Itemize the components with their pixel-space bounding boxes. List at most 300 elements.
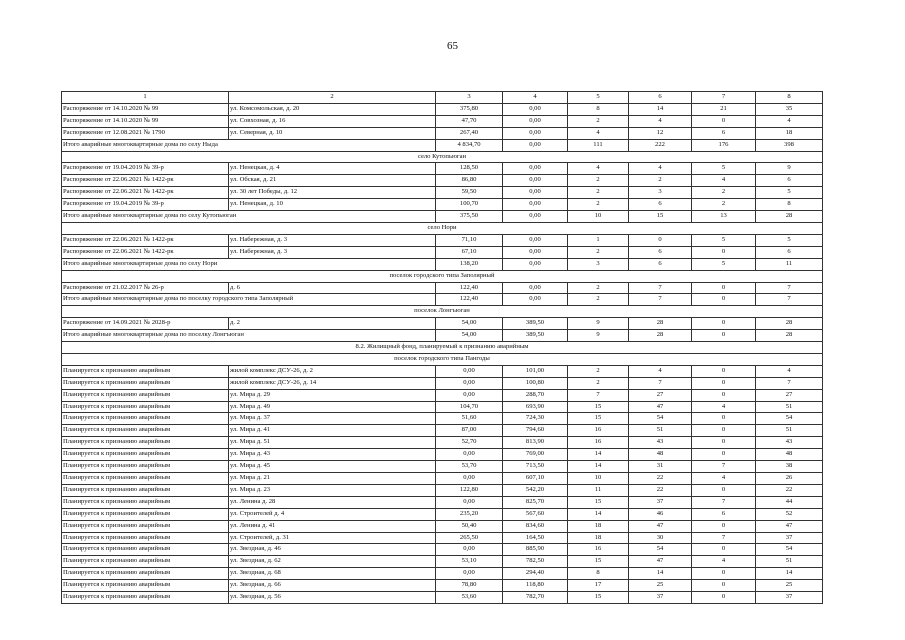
table-row xyxy=(62,199,823,211)
address-cell: ул. Ненецкая, д. 10 xyxy=(229,199,436,211)
basis-cell: Распоряжение от 21.02.2017 № 26-р xyxy=(62,282,229,294)
address-cell: ул. Набережная, д. 3 xyxy=(229,246,436,258)
value-cell: 18 xyxy=(756,127,823,139)
basis-cell: Планируется к признанию аварийным xyxy=(62,508,229,520)
value-cell: 9 xyxy=(568,318,629,330)
value-cell: 567,60 xyxy=(503,508,568,520)
table-row xyxy=(62,127,823,139)
basis-cell: Распоряжение от 14.10.2020 № 99 xyxy=(62,103,229,115)
section-title: поселок Лонгъюган xyxy=(62,306,823,318)
value-cell: 14 xyxy=(568,461,629,473)
value-cell: 2 xyxy=(692,187,756,199)
value-cell: 0 xyxy=(692,520,756,532)
value-cell: 0 xyxy=(629,234,692,246)
basis-cell: Планируется к признанию аварийным xyxy=(62,401,229,413)
basis-cell: Планируется к признанию аварийным xyxy=(62,580,229,592)
section-header-row xyxy=(62,270,823,282)
value-cell: 713,50 xyxy=(503,461,568,473)
address-cell: ул. Мира д. 51 xyxy=(229,437,436,449)
total-value: 13 xyxy=(692,211,756,223)
value-cell: 4 xyxy=(756,115,823,127)
table-row xyxy=(62,115,823,127)
value-cell: 27 xyxy=(756,389,823,401)
value-cell: 0 xyxy=(692,592,756,604)
value-cell: 0,00 xyxy=(503,175,568,187)
value-cell: 7 xyxy=(756,282,823,294)
value-cell: 2 xyxy=(629,175,692,187)
value-cell: 9 xyxy=(756,163,823,175)
value-cell: 31 xyxy=(629,461,692,473)
value-cell: 43 xyxy=(629,437,692,449)
total-value: 6 xyxy=(629,258,692,270)
value-cell: 0 xyxy=(692,282,756,294)
address-cell: ул. Ненецкая, д. 4 xyxy=(229,163,436,175)
value-cell: 15 xyxy=(568,413,629,425)
value-cell: 782,70 xyxy=(503,592,568,604)
table-row xyxy=(62,556,823,568)
value-cell: 375,80 xyxy=(436,103,503,115)
address-cell: ул. Мира д. 43 xyxy=(229,449,436,461)
total-value: 11 xyxy=(756,258,823,270)
basis-cell: Планируется к признанию аварийным xyxy=(62,377,229,389)
basis-cell: Планируется к признанию аварийным xyxy=(62,496,229,508)
value-cell: 71,10 xyxy=(436,234,503,246)
table-row xyxy=(62,318,823,330)
address-cell: д. 6 xyxy=(229,282,436,294)
section-header-row xyxy=(62,342,823,354)
address-cell: ул. Обская, д. 21 xyxy=(229,175,436,187)
value-cell: 4 xyxy=(692,175,756,187)
value-cell: 22 xyxy=(629,473,692,485)
value-cell: 51,60 xyxy=(436,413,503,425)
table-row xyxy=(62,425,823,437)
address-cell: ул. Набережная, д. 3 xyxy=(229,234,436,246)
table-row xyxy=(62,473,823,485)
table-row xyxy=(62,175,823,187)
address-cell: ул. Звездная, д. 68 xyxy=(229,568,436,580)
value-cell: 51 xyxy=(629,425,692,437)
value-cell: 4 xyxy=(692,556,756,568)
total-value: 4 834,70 xyxy=(436,139,503,151)
value-cell: 78,80 xyxy=(436,580,503,592)
basis-cell: Распоряжение от 22.06.2021 № 1422-рк xyxy=(62,246,229,258)
value-cell: 14 xyxy=(629,568,692,580)
total-value: 0 xyxy=(692,294,756,306)
value-cell: 2 xyxy=(568,115,629,127)
value-cell: 0,00 xyxy=(436,496,503,508)
value-cell: 0,00 xyxy=(503,234,568,246)
value-cell: 2 xyxy=(568,246,629,258)
total-value: 54,00 xyxy=(436,330,503,342)
value-cell: 118,80 xyxy=(503,580,568,592)
address-cell: ул. Строителей д. 4 xyxy=(229,508,436,520)
column-number: 3 xyxy=(436,92,503,104)
value-cell: 2 xyxy=(568,377,629,389)
column-number-row xyxy=(62,92,823,104)
table-row xyxy=(62,246,823,258)
value-cell: 100,70 xyxy=(436,199,503,211)
value-cell: 0,00 xyxy=(436,365,503,377)
basis-cell: Распоряжение от 22.06.2021 № 1422-рк xyxy=(62,187,229,199)
value-cell: 0,00 xyxy=(436,389,503,401)
value-cell: 6 xyxy=(756,246,823,258)
value-cell: 128,50 xyxy=(436,163,503,175)
value-cell: 4 xyxy=(629,163,692,175)
value-cell: 51 xyxy=(756,425,823,437)
value-cell: 5 xyxy=(756,187,823,199)
value-cell: 22 xyxy=(756,484,823,496)
basis-cell: Распоряжение от 19.04.2019 № 39-р xyxy=(62,199,229,211)
table-row xyxy=(62,592,823,604)
column-number: 8 xyxy=(756,92,823,104)
value-cell: 53,70 xyxy=(436,461,503,473)
table-row xyxy=(62,163,823,175)
value-cell: 15 xyxy=(568,556,629,568)
value-cell: 0,00 xyxy=(503,187,568,199)
address-cell: жилой комплекс ДСУ-26, д. 14 xyxy=(229,377,436,389)
address-cell: ул. Ленина д. 28 xyxy=(229,496,436,508)
total-label: Итого аварийные многоквартирные дома по селу Нори xyxy=(62,258,436,270)
table-row xyxy=(62,520,823,532)
address-cell: жилой комплекс ДСУ-26, д. 2 xyxy=(229,365,436,377)
value-cell: 86,80 xyxy=(436,175,503,187)
value-cell: 0,00 xyxy=(503,246,568,258)
total-row xyxy=(62,211,823,223)
value-cell: 47 xyxy=(756,520,823,532)
value-cell: 122,40 xyxy=(436,282,503,294)
basis-cell: Планируется к признанию аварийным xyxy=(62,484,229,496)
value-cell: 0 xyxy=(692,246,756,258)
total-value: 0,00 xyxy=(503,211,568,223)
address-cell: ул. Звездная, д. 66 xyxy=(229,580,436,592)
address-cell: ул. Звездная, д. 46 xyxy=(229,544,436,556)
total-value: 0,00 xyxy=(503,258,568,270)
value-cell: 54,00 xyxy=(436,318,503,330)
value-cell: 47 xyxy=(629,556,692,568)
value-cell: 5 xyxy=(692,163,756,175)
value-cell: 3 xyxy=(629,187,692,199)
value-cell: 104,70 xyxy=(436,401,503,413)
table-row xyxy=(62,389,823,401)
basis-cell: Планируется к признанию аварийным xyxy=(62,532,229,544)
value-cell: 122,80 xyxy=(436,484,503,496)
value-cell: 0 xyxy=(692,449,756,461)
column-number: 7 xyxy=(692,92,756,104)
value-cell: 0,00 xyxy=(436,449,503,461)
total-value: 122,40 xyxy=(436,294,503,306)
value-cell: 2 xyxy=(692,199,756,211)
value-cell: 14 xyxy=(568,449,629,461)
value-cell: 43 xyxy=(756,437,823,449)
value-cell: 5 xyxy=(756,234,823,246)
total-value: 5 xyxy=(692,258,756,270)
section-title: поселок городского типа Заполярный xyxy=(62,270,823,282)
value-cell: 0,00 xyxy=(503,103,568,115)
value-cell: 794,60 xyxy=(503,425,568,437)
total-label: Итого аварийные многоквартирные дома по селу Кутопьюган xyxy=(62,211,436,223)
address-cell: ул. Ленина д. 41 xyxy=(229,520,436,532)
value-cell: 37 xyxy=(756,532,823,544)
value-cell: 7 xyxy=(756,377,823,389)
address-cell: ул. Комсомольская, д. 20 xyxy=(229,103,436,115)
table-body xyxy=(62,103,823,603)
value-cell: 101,00 xyxy=(503,365,568,377)
value-cell: 10 xyxy=(568,473,629,485)
total-value: 3 xyxy=(568,258,629,270)
value-cell: 26 xyxy=(756,473,823,485)
value-cell: 885,90 xyxy=(503,544,568,556)
table-row xyxy=(62,103,823,115)
value-cell: 4 xyxy=(692,473,756,485)
value-cell: 16 xyxy=(568,425,629,437)
table-row xyxy=(62,484,823,496)
value-cell: 4 xyxy=(629,365,692,377)
value-cell: 0 xyxy=(692,115,756,127)
value-cell: 542,20 xyxy=(503,484,568,496)
value-cell: 5 xyxy=(692,234,756,246)
basis-cell: Планируется к признанию аварийным xyxy=(62,568,229,580)
value-cell: 0,00 xyxy=(436,568,503,580)
value-cell: 59,50 xyxy=(436,187,503,199)
value-cell: 12 xyxy=(629,127,692,139)
table-row xyxy=(62,377,823,389)
value-cell: 53,60 xyxy=(436,592,503,604)
total-value: 28 xyxy=(629,330,692,342)
address-cell: ул. Мира д. 37 xyxy=(229,413,436,425)
value-cell: 0,00 xyxy=(503,163,568,175)
address-cell: ул. Мира д. 23 xyxy=(229,484,436,496)
address-cell: ул. Совхозная, д. 16 xyxy=(229,115,436,127)
value-cell: 693,90 xyxy=(503,401,568,413)
column-number: 1 xyxy=(62,92,229,104)
basis-cell: Планируется к признанию аварийным xyxy=(62,365,229,377)
column-number: 6 xyxy=(629,92,692,104)
total-value: 7 xyxy=(629,294,692,306)
value-cell: 52 xyxy=(756,508,823,520)
value-cell: 4 xyxy=(692,401,756,413)
value-cell: 813,90 xyxy=(503,437,568,449)
value-cell: 8 xyxy=(568,103,629,115)
address-cell: ул. Звездная, д. 62 xyxy=(229,556,436,568)
value-cell: 0,00 xyxy=(503,115,568,127)
value-cell: 14 xyxy=(568,508,629,520)
value-cell: 1 xyxy=(568,234,629,246)
housing-table xyxy=(61,91,823,604)
value-cell: 6 xyxy=(629,246,692,258)
value-cell: 18 xyxy=(568,532,629,544)
address-cell: ул. Мира д. 41 xyxy=(229,425,436,437)
value-cell: 0 xyxy=(692,425,756,437)
column-number: 5 xyxy=(568,92,629,104)
address-cell: ул. Мира д. 45 xyxy=(229,461,436,473)
total-value: 28 xyxy=(756,330,823,342)
value-cell: 2 xyxy=(568,175,629,187)
value-cell: 52,70 xyxy=(436,437,503,449)
value-cell: 0,00 xyxy=(436,544,503,556)
basis-cell: Распоряжение от 22.06.2021 № 1422-рк xyxy=(62,175,229,187)
table-row xyxy=(62,532,823,544)
basis-cell: Планируется к признанию аварийным xyxy=(62,449,229,461)
total-value: 375,50 xyxy=(436,211,503,223)
value-cell: 6 xyxy=(692,508,756,520)
value-cell: 18 xyxy=(568,520,629,532)
value-cell: 35 xyxy=(756,103,823,115)
value-cell: 46 xyxy=(629,508,692,520)
value-cell: 15 xyxy=(568,592,629,604)
address-cell: д. 2 xyxy=(229,318,436,330)
value-cell: 0,00 xyxy=(436,473,503,485)
table-row xyxy=(62,508,823,520)
value-cell: 769,00 xyxy=(503,449,568,461)
value-cell: 50,40 xyxy=(436,520,503,532)
basis-cell: Планируется к признанию аварийным xyxy=(62,425,229,437)
value-cell: 15 xyxy=(568,496,629,508)
total-value: 15 xyxy=(629,211,692,223)
value-cell: 100,80 xyxy=(503,377,568,389)
value-cell: 25 xyxy=(629,580,692,592)
value-cell: 17 xyxy=(568,580,629,592)
total-value: 28 xyxy=(756,211,823,223)
value-cell: 0,00 xyxy=(503,127,568,139)
section-title: поселок городского типа Пангоды xyxy=(62,353,823,365)
total-value: 10 xyxy=(568,211,629,223)
total-value: 9 xyxy=(568,330,629,342)
total-value: 0,00 xyxy=(503,139,568,151)
address-cell: ул. 30 лет Победы, д. 12 xyxy=(229,187,436,199)
value-cell: 0 xyxy=(692,544,756,556)
total-row xyxy=(62,294,823,306)
value-cell: 8 xyxy=(568,568,629,580)
value-cell: 51 xyxy=(756,556,823,568)
value-cell: 15 xyxy=(568,401,629,413)
value-cell: 0 xyxy=(692,377,756,389)
table-row xyxy=(62,544,823,556)
basis-cell: Планируется к признанию аварийным xyxy=(62,520,229,532)
value-cell: 37 xyxy=(629,592,692,604)
basis-cell: Планируется к признанию аварийным xyxy=(62,556,229,568)
column-number: 4 xyxy=(503,92,568,104)
total-label: Итого аварийные многоквартирные дома по поселку городского типа Заполярный xyxy=(62,294,436,306)
value-cell: 37 xyxy=(756,592,823,604)
section-header-row xyxy=(62,306,823,318)
basis-cell: Распоряжение от 14.09.2021 № 2028-р xyxy=(62,318,229,330)
section-header-row xyxy=(62,353,823,365)
table-row xyxy=(62,437,823,449)
value-cell: 38 xyxy=(756,461,823,473)
address-cell: ул. Мира д. 21 xyxy=(229,473,436,485)
value-cell: 16 xyxy=(568,437,629,449)
section-title: село Кутопьюган xyxy=(62,151,823,163)
value-cell: 22 xyxy=(629,484,692,496)
table-row xyxy=(62,413,823,425)
value-cell: 0 xyxy=(692,365,756,377)
section-header-row xyxy=(62,222,823,234)
value-cell: 7 xyxy=(692,461,756,473)
value-cell: 25 xyxy=(756,580,823,592)
basis-cell: Планируется к признанию аварийным xyxy=(62,389,229,401)
total-label: Итого аварийные многоквартирные дома по селу Ныда xyxy=(62,139,436,151)
value-cell: 14 xyxy=(756,568,823,580)
value-cell: 54 xyxy=(629,413,692,425)
address-cell: ул. Северная, д. 10 xyxy=(229,127,436,139)
value-cell: 47 xyxy=(629,520,692,532)
value-cell: 235,20 xyxy=(436,508,503,520)
value-cell: 16 xyxy=(568,544,629,556)
value-cell: 11 xyxy=(568,484,629,496)
total-value: 222 xyxy=(629,139,692,151)
value-cell: 724,30 xyxy=(503,413,568,425)
value-cell: 47 xyxy=(629,401,692,413)
value-cell: 834,60 xyxy=(503,520,568,532)
value-cell: 54 xyxy=(756,544,823,556)
value-cell: 21 xyxy=(692,103,756,115)
address-cell: ул. Звездная, д. 56 xyxy=(229,592,436,604)
table-row xyxy=(62,234,823,246)
value-cell: 28 xyxy=(756,318,823,330)
value-cell: 288,70 xyxy=(503,389,568,401)
value-cell: 0 xyxy=(692,318,756,330)
basis-cell: Планируется к признанию аварийным xyxy=(62,461,229,473)
value-cell: 67,10 xyxy=(436,246,503,258)
value-cell: 0 xyxy=(692,389,756,401)
basis-cell: Распоряжение от 22.06.2021 № 1422-рк xyxy=(62,234,229,246)
basis-cell: Планируется к признанию аварийным xyxy=(62,473,229,485)
value-cell: 7 xyxy=(629,377,692,389)
value-cell: 825,70 xyxy=(503,496,568,508)
value-cell: 265,50 xyxy=(436,532,503,544)
basis-cell: Распоряжение от 14.10.2020 № 99 xyxy=(62,115,229,127)
total-row xyxy=(62,258,823,270)
value-cell: 294,40 xyxy=(503,568,568,580)
total-value: 111 xyxy=(568,139,629,151)
address-cell: ул. Строителей, д. 31 xyxy=(229,532,436,544)
value-cell: 44 xyxy=(756,496,823,508)
value-cell: 54 xyxy=(629,544,692,556)
value-cell: 48 xyxy=(629,449,692,461)
table-row xyxy=(62,449,823,461)
section-header-row xyxy=(62,151,823,163)
value-cell: 47,70 xyxy=(436,115,503,127)
value-cell: 782,50 xyxy=(503,556,568,568)
column-number: 2 xyxy=(229,92,436,104)
value-cell: 2 xyxy=(568,365,629,377)
value-cell: 8 xyxy=(756,199,823,211)
total-value: 2 xyxy=(568,294,629,306)
basis-cell: Планируется к признанию аварийным xyxy=(62,413,229,425)
basis-cell: Планируется к признанию аварийным xyxy=(62,437,229,449)
value-cell: 0,00 xyxy=(503,282,568,294)
value-cell: 4 xyxy=(568,127,629,139)
value-cell: 7 xyxy=(692,496,756,508)
table-row xyxy=(62,580,823,592)
basis-cell: Планируется к признанию аварийным xyxy=(62,592,229,604)
total-value: 138,20 xyxy=(436,258,503,270)
value-cell: 0 xyxy=(692,580,756,592)
section-title: 8.2. Жилищный фонд, планируемый к признанию аварийным xyxy=(62,342,823,354)
value-cell: 7 xyxy=(629,282,692,294)
value-cell: 27 xyxy=(629,389,692,401)
table-row xyxy=(62,282,823,294)
value-cell: 37 xyxy=(629,496,692,508)
value-cell: 7 xyxy=(692,532,756,544)
value-cell: 4 xyxy=(568,163,629,175)
value-cell: 2 xyxy=(568,282,629,294)
table-row xyxy=(62,568,823,580)
table-row xyxy=(62,187,823,199)
value-cell: 6 xyxy=(756,175,823,187)
total-value: 176 xyxy=(692,139,756,151)
page-number: 65 xyxy=(447,40,458,52)
